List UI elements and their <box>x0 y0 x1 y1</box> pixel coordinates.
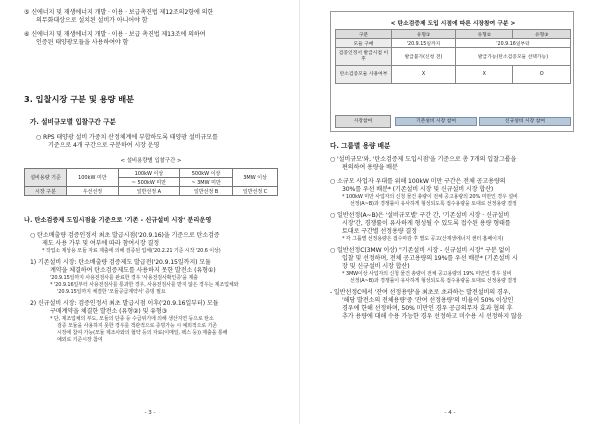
sub-b-note: * 작업소 제상용 모듈 자료 제출에 의해 검증된 업체('20.2.21 기준 시작 '20.6 이상) <box>42 248 221 254</box>
cell-purchase-1: '20.9.15일까지 <box>392 39 456 48</box>
th-over-3mw: 3MW 이상 <box>233 169 278 187</box>
bullet4-line4: 추가 용량에 대해 수용 가능한 경우 선정하고 미수용 시 선정하지 않음 <box>342 313 523 320</box>
existing-market-bar: 기존설비 시장 참여 <box>395 117 477 126</box>
participation-table <box>335 29 571 84</box>
row-module-use: 탄소검증모듈 사용여부 <box>336 66 392 84</box>
bullet4-line2: '해당 발전소의 전체용량'중 '잔여 선정용량'의 비율이 50% 이상인 <box>342 297 514 304</box>
bullet3-note2: 선정(A~B)과 경쟁률이 유사하게 형성되도록 접수용량을 토대로 선정용량 결정 <box>350 278 517 284</box>
row-module-purchase: 모듈 구매 <box>336 39 392 48</box>
item1-line1: 1) 기존설비 시장: 탄소배출량 검증제도 발급전('20.9.15일까지) 모듈 <box>30 259 211 266</box>
th-type-2: 유형② <box>456 30 513 39</box>
cell-general-b: 일반선정 B <box>180 187 233 196</box>
item1-line2: 계약을 체결하여 탄소검증제도를 사용하지 못한 발전소 (유형①) <box>50 267 216 274</box>
item1-note2: * '20.9.16일부터 사용전검사를 통과한 경우, 사용전검사를 받지 않은 경우는 제조업체와 <box>50 282 239 288</box>
sub-a-line2: 기준으로 4개 구간으로 구분하여 시장 운영 <box>48 142 160 149</box>
th-category: 구분 <box>336 30 392 39</box>
item-5-line1: ⑤ 신에너지 및 재생에너지 개발 · 이용 · 보급촉진법 제12조의2항에 의한 <box>24 9 214 16</box>
section-title: 3. 입찰시장 구분 및 용량 배분 <box>24 94 135 104</box>
cell-general-a: 일반선정 A <box>118 187 179 196</box>
th-500kw-a: 500kW 이상 <box>180 169 233 178</box>
bullet1-note2: 선정(A~B)과 경쟁률이 유사하게 형성되도록 접수용량을 토대로 선정용량 결정 <box>350 201 517 207</box>
row-market-label: 시장 구분 <box>25 187 67 196</box>
table-caption: < 설비용량별 입찰구간 > <box>120 158 182 164</box>
sub-b-body <box>30 232 238 344</box>
cell-use-3: O <box>513 66 571 84</box>
bullet3-line2: 입찰 및 선정하며, 전체 공고용량의 19%를 우선 배분* (기존설비 시 <box>342 255 518 262</box>
cell-use-2: X <box>456 66 513 84</box>
bullet1-line1: ○ 소규모 사업자 우대를 위해 100kW 미만 구간은 전체 공고용량의 <box>330 178 506 185</box>
cell-use-1: X <box>392 66 456 84</box>
th-under-100kw: 100kW 미만 <box>67 169 119 187</box>
row-cert-issue: 검증인정서 발급시점 이후 <box>336 48 392 66</box>
bullet3-line3: 장 및 신규설비 시장 합산) <box>342 263 410 270</box>
item-5-line2: 의무화대상으로 설치된 설비가 아니어야 함 <box>36 17 148 24</box>
sub-c-title: 다. 그룹별 용량 배분 <box>330 142 391 150</box>
bullet2-line1: ○ 일반선정(A~B)은 '설비규모별' 구간 간, '기존설비 시장 · 신규설비 <box>330 212 510 219</box>
new-market-bar: 신규설비 시장 참여 <box>479 117 571 126</box>
sub-b-line2: 제도 사용 가부 및 여부에 따라 참여시장 결정 <box>42 240 160 247</box>
item2-line1: 2) 신규설비 시장: 검증인정서 최초 발급시점 이후('20.9.16일부터) 모듈 <box>30 300 219 307</box>
bullet1-line2: 30%를 우선 배분* (기존설비 시장 및 신규설비 시장 합산) <box>342 186 494 193</box>
page-number-left: - 3 - <box>144 410 156 416</box>
bullet3-note1: * 3MW이상 사업자의 신청 물건 총량이 전체 공고용량의 19% 미만인 경우 설비 <box>342 271 512 277</box>
item2-line2: 구매계약을 체결한 발전소 (유형②) 및 유형③ <box>50 308 168 315</box>
bullet4-line1: - 일반선정C에서 '잔여 선정용량'을 최초로 초과하는 발전설비의 경우, <box>330 289 511 296</box>
box-title: < 탄소검증제 도입 시점에 따른 시장참여 구분 > <box>390 21 516 27</box>
bullet2-line3: 토대로 구간별 선정용량 결정 <box>342 228 417 235</box>
item2-note1: * 단, 제조업체의 부도, 모듈의 단종 등 수급위기에 의해 생산지연 등으로 탄소 <box>50 316 214 322</box>
th-type-3: 유형③ <box>513 30 571 39</box>
bullet2-line2: 시장'간, 경쟁률이 유사하게 형성될 수 있도록 접수된 용량 형태를 <box>342 220 511 227</box>
item2-note3: 시장에 참여 가능(모듈 제조사와의 협약 등의 자료(이메일, 팩스 등)) 제출을 통해 <box>57 330 228 336</box>
item-6-line1: ⑥ 신에너지 및 재생에너지 개발 · 이용 · 보급 촉진법 제13조에 의하여 <box>24 31 206 38</box>
bullet1-note1: * 100kW 미만 사업자의 신청 물건 총량이 전체 공고용량의 20% 미만인 경우 설비 <box>342 194 518 200</box>
item1-note3: '20.9.15일까지 체결한 '모듈공급계약서' 증빙 필요 <box>57 289 166 295</box>
bullet3-line1: ○ 일반선정C(3MW 이상) "기존설비 시장 - 신규설비 시장" 구분 없이 <box>330 247 511 254</box>
th-100kw-a: 100kW 이상 <box>118 169 179 178</box>
market-scene-row <box>335 115 571 128</box>
th-500kw-b: ~ 3MW 미만 <box>180 178 233 187</box>
bullet2-note: * 각 그룹별 선정용량은 접수마감 후 별도 공고(산재생에너지 센터 홈페이지) <box>342 236 504 242</box>
cell-purchase-23: '20.9.16일부터 <box>456 39 571 48</box>
page-number-right: - 4 - <box>444 410 456 416</box>
th-type-1: 유형① <box>392 30 456 39</box>
top-items <box>24 9 213 47</box>
cell-issue-23: 발급가능(탄소검증모듈 선택가능) <box>456 48 571 66</box>
sub-c-body <box>330 156 522 321</box>
cell-general-c: 일반선정 C <box>233 187 278 196</box>
sub-b-line1: ○ 탄소배출량 검증인정서 최초 발급시점('20.9.16)을 기준으로 탄소검증 <box>30 232 220 239</box>
item2-note2: 검증 모듈을 사용하지 못한 경우를 객관적으로 증빙가능 시 예외적으로 기존 <box>57 323 218 329</box>
bullet4-line3: 경우에 한해 선정하며, 50% 미만인 경우 공급의무자 효과 협의 후 <box>342 305 513 312</box>
item2-note4: 예외로 기준시장 참여 <box>57 337 103 343</box>
market-participation-box <box>330 11 574 132</box>
th-100kw-b: ~ 500kW 미만 <box>118 178 179 187</box>
sub-b-title: 나. 탄소검증제 도입시점을 기준으로 '기존 - 신규설비 시장' 분리운영 <box>24 217 212 224</box>
sub-a-title: 가. 설비규모별 입찰구간 구분 <box>30 118 116 126</box>
sub-c-intro-2: 편의하여 용량을 배분 <box>342 164 398 171</box>
item1-note1: '20.9.15일까지 사용전검사를 완료한 경우 '사용전검사확인증'을 제출 <box>50 275 198 281</box>
scene-label: 시장참여 <box>335 115 391 128</box>
item-6-line2: 인증된 태양광모듈을 사용하여야 함 <box>36 39 129 46</box>
cell-issue-1: 발급불가(신청 전) <box>392 48 456 66</box>
sub-a-text <box>36 134 218 150</box>
cell-priority: 우선선정 <box>67 187 119 196</box>
th-capacity-basis: 설비용량 기준 <box>25 169 67 187</box>
sub-c-intro-1: ○ '설비규모'와, '탄소검증제 도입시점'을 기준으로 총 7개의 입찰그룹을 <box>330 156 517 163</box>
capacity-table <box>24 168 278 196</box>
sub-a-line1: ○ RPS 태양광 설비 가중치 산정체계에 부합하도록 태양광 설비규모를 <box>36 134 218 141</box>
